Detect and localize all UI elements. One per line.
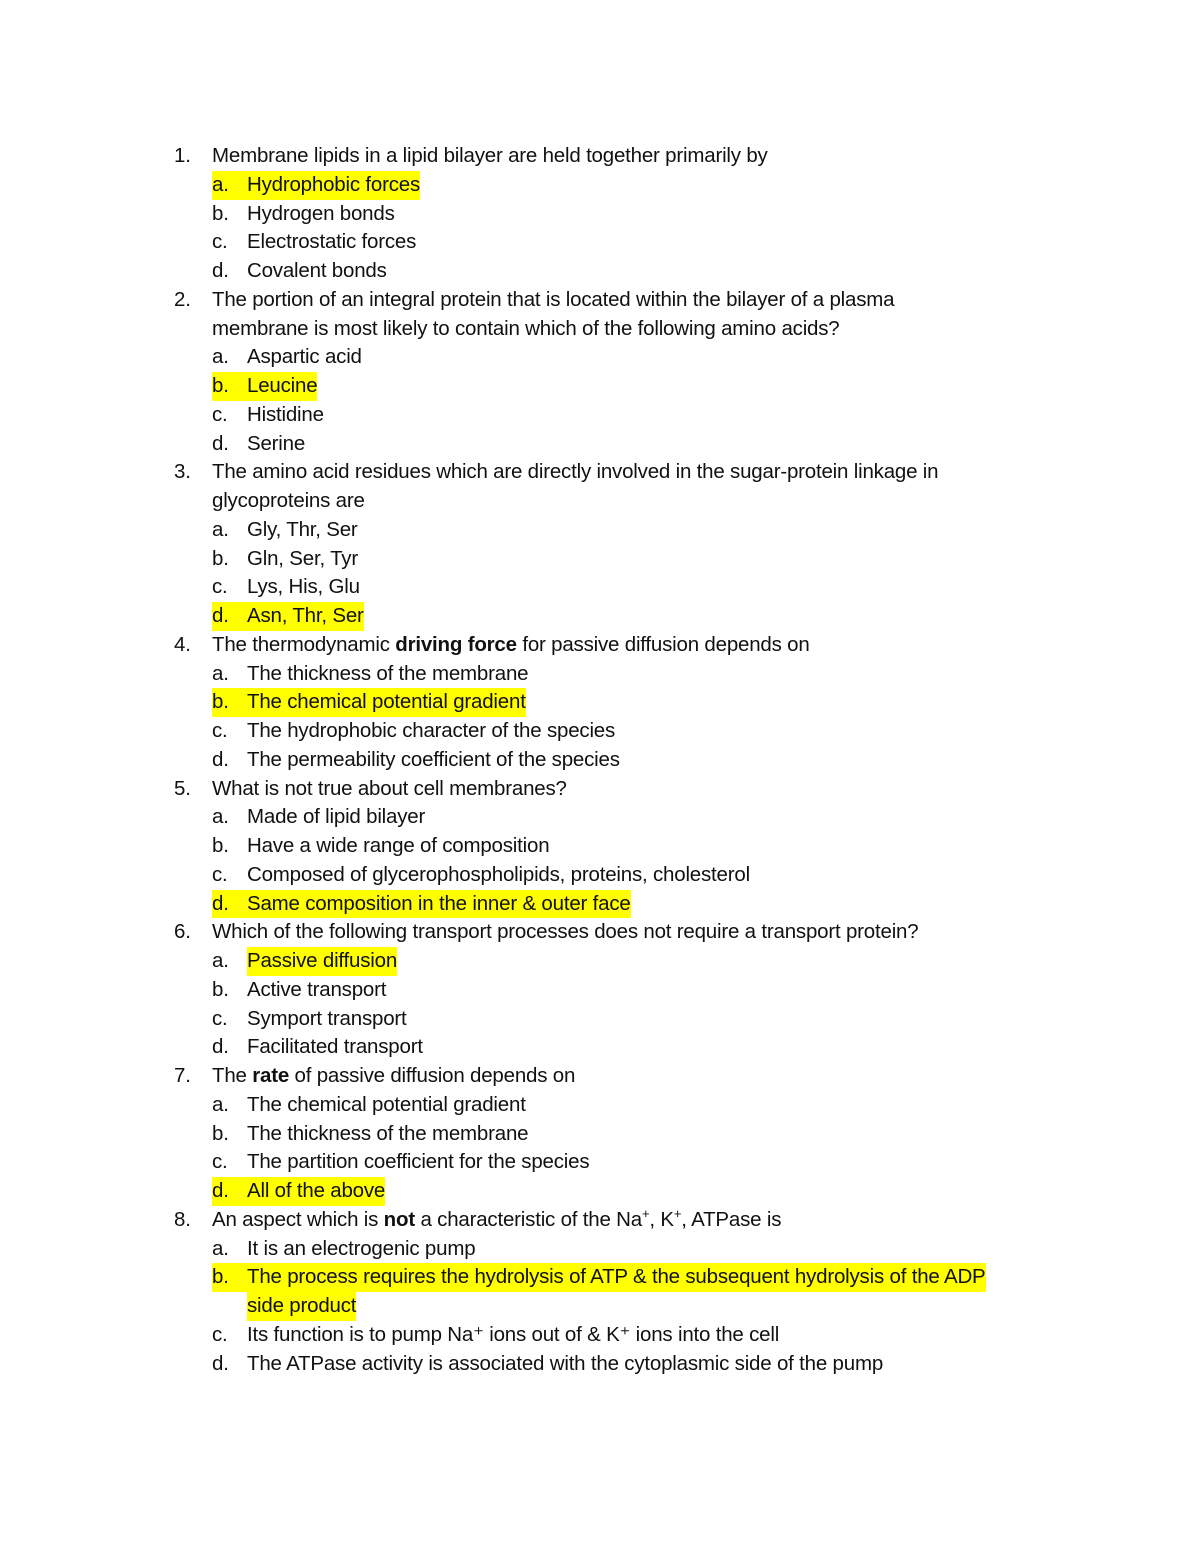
answer-option-c (0, 228, 1200, 257)
option-letter: c. (212, 230, 228, 254)
option-letter: a. (212, 661, 229, 685)
option-text: Have a wide range of composition (247, 834, 550, 857)
answer-option-c (0, 401, 1200, 430)
question-number: 2. (174, 287, 191, 311)
option-text: The ATPase activity is associated with the cytoplasmic side of the pump (247, 1351, 884, 1375)
answer-option-line (0, 228, 1200, 257)
option-text: Gln, Ser, Tyr (247, 546, 358, 570)
answer-option-b (0, 200, 1200, 229)
answer-option-line (0, 976, 1200, 1005)
option-text: Its function is to pump Na⁺ ions out of & K⁺ ions into the cell (247, 1322, 780, 1346)
answer-option-b (0, 688, 1200, 717)
question-2 (0, 286, 1200, 459)
option-letter: b. (212, 977, 229, 1001)
option-text: The chemical potential gradient (247, 1092, 526, 1116)
correct-answer-highlight (212, 602, 364, 631)
answer-option-line (0, 1321, 1200, 1350)
option-text: All of the above (247, 1179, 386, 1202)
option-letter: a. (212, 172, 229, 196)
answer-option-line (0, 430, 1200, 459)
answer-option-line (0, 343, 1200, 372)
option-letter: b. (212, 690, 229, 714)
option-letter: b. (212, 1265, 229, 1289)
option-letter: d. (212, 259, 229, 282)
question-text-segment: The thermodynamic (212, 632, 396, 656)
option-text: Covalent bonds (247, 259, 387, 282)
question-text-segment: of passive diffusion depends on (289, 1064, 576, 1087)
question-text-segment: An aspect which is (212, 1207, 384, 1231)
option-letter: c. (212, 402, 228, 426)
answer-option-line (0, 1350, 1200, 1379)
question-text (212, 142, 768, 171)
option-text: Symport transport (247, 1006, 407, 1030)
option-text: The chemical potential gradient (247, 690, 526, 714)
question-text-segment: The amino acid residues which are directly involved in the sugar-protein linkage in (212, 460, 939, 484)
question-4 (0, 631, 1200, 775)
answer-option-d (0, 746, 1200, 775)
answer-option-d (0, 602, 1200, 631)
answer-option-c (0, 573, 1200, 602)
option-letter: b. (212, 201, 229, 225)
question-text-segment: Which of the following transport processes does not require a transport protein? (212, 920, 919, 944)
answer-option-line (0, 1005, 1200, 1034)
question-6 (0, 918, 1200, 1062)
correct-answer-highlight (212, 1177, 385, 1206)
answer-option-a (0, 803, 1200, 832)
option-letter: c. (212, 1006, 228, 1030)
question-text-segment: The (212, 1064, 253, 1087)
answer-option-line (0, 1148, 1200, 1177)
option-text: Asn, Thr, Ser (247, 604, 364, 627)
superscript-plus: + (642, 1205, 650, 1221)
option-text: Active transport (247, 977, 387, 1001)
answer-option-d (0, 430, 1200, 459)
option-text: Aspartic acid (247, 345, 362, 369)
option-letter: a. (212, 345, 229, 369)
question-text (212, 1062, 575, 1091)
option-letter: a. (212, 949, 229, 972)
option-text: The partition coefficient for the species (247, 1150, 590, 1174)
question-text-segment: The portion of an integral protein that is located within the bilayer of a plasma (212, 287, 895, 311)
correct-answer-highlight (212, 890, 631, 919)
question-stem-line (0, 458, 1200, 487)
question-text (212, 1206, 781, 1235)
question-text (212, 458, 938, 487)
correct-answer-highlight (212, 372, 317, 401)
answer-option-line (0, 602, 1200, 631)
emphasized-text: rate (252, 1064, 290, 1087)
answer-option-line (0, 1033, 1200, 1062)
option-text: Electrostatic forces (247, 230, 417, 254)
question-number: 5. (174, 776, 191, 800)
option-text: Hydrogen bonds (247, 201, 395, 225)
answer-option-line (0, 372, 1200, 401)
question-stem-line (0, 286, 1200, 315)
option-letter: c. (212, 719, 228, 742)
answer-option-line (0, 401, 1200, 430)
question-text (212, 631, 810, 660)
answer-option-c (0, 861, 1200, 890)
option-text: Lys, His, Glu (247, 575, 360, 599)
question-stem-line (0, 142, 1200, 171)
option-text: Same composition in the inner & outer face (247, 891, 631, 915)
answer-option-d (0, 1033, 1200, 1062)
answer-option-a (0, 947, 1200, 976)
option-letter: a. (212, 517, 229, 541)
answer-option-line (0, 1177, 1200, 1206)
question-5 (0, 775, 1200, 919)
option-text: The permeability coefficient of the species (247, 747, 620, 771)
answer-option-line (0, 717, 1200, 746)
option-letter: d. (212, 1035, 229, 1059)
question-number: 8. (174, 1207, 191, 1231)
option-letter: d. (212, 1351, 229, 1375)
question-stem-line (0, 1062, 1200, 1091)
answer-option-b (0, 545, 1200, 574)
answer-option-line (0, 1235, 1200, 1264)
option-letter: a. (212, 805, 229, 829)
superscript-plus: + (673, 1205, 682, 1221)
option-text: Facilitated transport (247, 1035, 423, 1059)
answer-option-line (0, 1120, 1200, 1149)
option-text-continuation: side product (247, 1292, 356, 1321)
option-text: Composed of glycerophospholipids, proteins, cholesterol (247, 862, 750, 886)
answer-option-c (0, 717, 1200, 746)
option-letter: b. (212, 546, 229, 570)
question-stem-line (0, 918, 1200, 947)
option-text: The thickness of the membrane (247, 661, 529, 685)
option-letter: d. (212, 604, 229, 627)
answer-option-line (0, 660, 1200, 689)
question-text (212, 315, 840, 344)
question-text (212, 487, 365, 516)
option-text: Hydrophobic forces (247, 172, 421, 196)
answer-option-b (0, 832, 1200, 861)
answer-option-a (0, 516, 1200, 545)
answer-option-c (0, 1321, 1200, 1350)
answer-option-a (0, 171, 1200, 200)
answer-option-line (0, 257, 1200, 286)
answer-option-b (0, 372, 1200, 401)
option-letter: d. (212, 431, 229, 455)
question-text-segment: What is not true about cell membranes? (212, 776, 567, 800)
answer-option-line (0, 1292, 1200, 1321)
answer-option-line (0, 171, 1200, 200)
answer-option-a (0, 1091, 1200, 1120)
answer-option-line (0, 516, 1200, 545)
answer-option-line (0, 573, 1200, 602)
question-text-segment: glycoproteins are (212, 489, 365, 512)
question-7 (0, 1062, 1200, 1206)
question-list (0, 142, 1200, 1378)
question-text-segment: a characteristic of the Na (414, 1207, 642, 1231)
answer-option-d (0, 1350, 1200, 1379)
question-stem-line (0, 631, 1200, 660)
answer-option-b (0, 1120, 1200, 1149)
option-letter: c. (212, 575, 228, 599)
emphasized-text: driving force (395, 632, 517, 656)
option-letter: a. (212, 1236, 229, 1260)
answer-option-d (0, 890, 1200, 919)
answer-option-line (0, 746, 1200, 775)
answer-option-a (0, 660, 1200, 689)
option-text: Serine (247, 431, 306, 455)
correct-answer-highlight (212, 688, 526, 717)
answer-option-line (0, 832, 1200, 861)
question-number: 6. (174, 920, 191, 944)
answer-option-a (0, 343, 1200, 372)
option-text: The process requires the hydrolysis of ATP & the subsequent hydrolysis of the ADP (247, 1265, 986, 1289)
option-letter: b. (212, 834, 229, 857)
answer-option-b (0, 1263, 1200, 1321)
answer-option-line (0, 200, 1200, 229)
question-3 (0, 458, 1200, 631)
emphasized-text: not (383, 1207, 415, 1231)
question-stem-line (0, 775, 1200, 804)
answer-option-line (0, 890, 1200, 919)
answer-option-line (0, 1263, 1200, 1292)
correct-answer-highlight (212, 1263, 986, 1292)
option-text: It is an electrogenic pump (247, 1236, 476, 1260)
answer-option-line (0, 688, 1200, 717)
option-letter: d. (212, 747, 229, 771)
question-text-segment: membrane is most likely to contain which of the following amino acids? (212, 316, 840, 340)
question-text (212, 918, 918, 947)
option-text: Made of lipid bilayer (247, 805, 426, 829)
answer-option-d (0, 1177, 1200, 1206)
answer-option-c (0, 1148, 1200, 1177)
option-letter: d. (212, 1179, 229, 1202)
answer-option-line (0, 861, 1200, 890)
answer-option-d (0, 257, 1200, 286)
option-letter: b. (212, 374, 229, 397)
question-text (212, 775, 567, 804)
option-letter: c. (212, 1150, 228, 1174)
option-letter: d. (212, 891, 229, 915)
option-letter: c. (212, 1322, 228, 1346)
question-text-segment: , K (649, 1207, 674, 1231)
answer-option-line (0, 803, 1200, 832)
option-letter: c. (212, 862, 228, 886)
option-text: Leucine (247, 374, 318, 397)
question-stem-line (0, 315, 1200, 344)
answer-option-line (0, 1091, 1200, 1120)
question-stem-line (0, 487, 1200, 516)
option-letter: b. (212, 1121, 229, 1145)
question-number: 4. (174, 632, 191, 656)
question-number: 7. (174, 1064, 191, 1087)
question-number: 1. (174, 144, 191, 167)
option-text: Gly, Thr, Ser (247, 517, 358, 541)
question-stem-line (0, 1206, 1200, 1235)
question-text (212, 286, 894, 315)
option-letter: a. (212, 1092, 229, 1116)
question-number: 3. (174, 460, 191, 484)
question-text-segment: Membrane lipids in a lipid bilayer are held together primarily by (212, 144, 768, 167)
option-text: The hydrophobic character of the species (247, 719, 616, 742)
option-text: Passive diffusion (247, 947, 397, 976)
question-text-segment: for passive diffusion depends on (516, 632, 810, 656)
answer-option-a (0, 1235, 1200, 1264)
answer-option-line (0, 545, 1200, 574)
question-text-segment: , ATPase is (681, 1207, 782, 1231)
option-text: The thickness of the membrane (247, 1121, 529, 1145)
correct-answer-highlight (212, 171, 420, 200)
answer-option-c (0, 1005, 1200, 1034)
question-8 (0, 1206, 1200, 1379)
question-1 (0, 142, 1200, 286)
answer-option-b (0, 976, 1200, 1005)
option-text: Histidine (247, 402, 324, 426)
answer-option-line (0, 947, 1200, 976)
